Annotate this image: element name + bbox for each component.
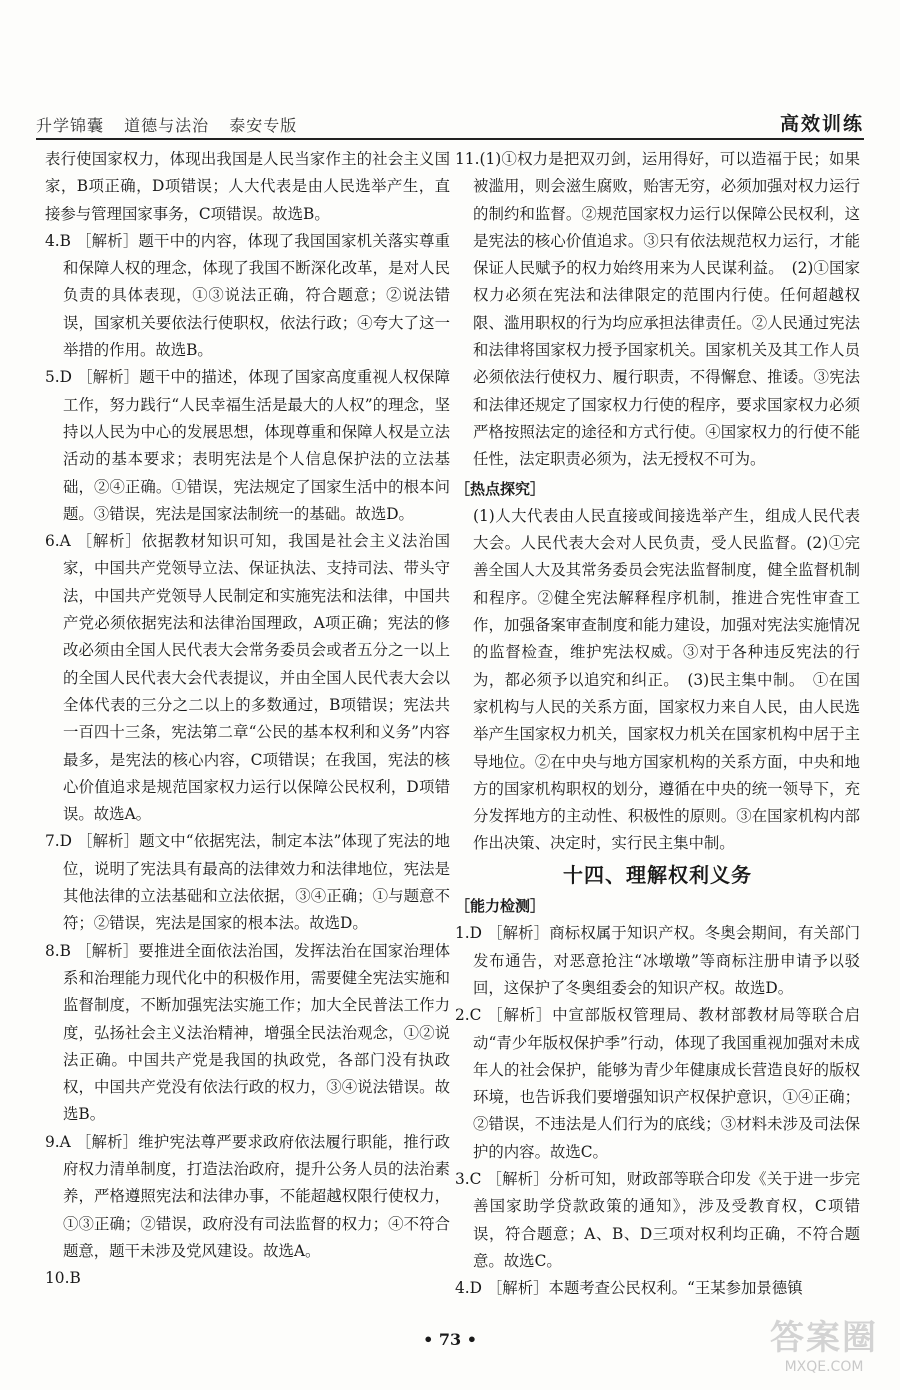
answer-item-9 <box>45 1129 450 1265</box>
answer-text: 6.A ［解析］依据教材知识可知，我国是社会主义法治国家，中国共产党领导立法、保证执法、支持司法、带头守法，中国共产党领导人民制定和实施宪法和法律，中国共产党必须依据宪法和法律治国理政，A项正确；宪法的修改必须由全国人民代表大会常务委员会或者五分之一以上的全国人民代表大会代表提议，并由全国人民代表大会以全体代表的三分之二以上的多数通过，B项错误；宪法共一百四十三条，宪法第二章“公民的基本权利和义务”内容最多，是宪法的核心内容，C项错误；在我国，宪法的核心价值追求是规范国家权力运行以保障公民权利，D项错误。故选A。 <box>45 532 450 824</box>
watermark-bottom: MXQE.COM <box>784 1359 864 1375</box>
answer-text: 1.D ［解析］商标权属于知识产权。冬奥会期间，有关部门发布通告，对恶意抢注“冰墩墩”等商标注册申请予以驳回，这保护了冬奥组委会的知识产权。故选D。 <box>455 924 860 997</box>
answer-item-4 <box>45 228 450 364</box>
answer-text: 2.C ［解析］中宣部版权管理局、教材部教材局等联合启动“青少年版权保护季”行动，体现了我国重视加强对未成年人的社会保护，能够为青少年健康成长营造良好的版权环境，也告诉我们要增强知识产权保护意识，①④正确；②错误，不违法是人们行为的底线；③材料未涉及司法保护的内容。故选C。 <box>455 1006 860 1161</box>
answer-item-14-2 <box>455 1002 860 1166</box>
edition-title: 泰安专版 <box>229 116 298 135</box>
page-header <box>36 102 864 136</box>
left-column <box>45 146 450 1292</box>
book-title: 升学锦囊 <box>36 116 105 135</box>
hot-topic-text: (1)人大代表由人民直接或间接选举产生，组成人民代表大会。人民代表大会对人民负责，受人民监督。(2)①完善全国人大及其常务委员会宪法监督制度，健全监督机制和程序。②健全宪法解释程序机制，推进合宪性审查工作，加强备案审查制度和能力建设，加强对宪法实施情况的监督检查，维护宪法权威。③对于各种违反宪法的行为，都必须予以追究和纠正。 (3)民主集中制。 ①在国家机构与人民的关系方面，国家权力来自人民，由人民选举产生国家权力机关，国家权力机关在国家机构中居于主导地位。②在中央与地方国家机构的关系方面，中央和地方的国家机构职权的划分，遵循在中央的统一领导下，充分发挥地方的主动性、积极性的原则。③在国家机构内部作出决策、决定时，实行民主集中制。 <box>473 506 860 853</box>
answer-text: 3.C ［解析］分析可知，财政部等联合印发《关于进一步完善国家助学贷款政策的通知》，涉及受教育权，C项错误，符合题意；A、B、D三项对权利均正确，不符合题意。故选C。 <box>455 1169 860 1270</box>
answer-item-7 <box>45 828 450 937</box>
hot-topic-label: ［热点探究］ <box>455 479 546 498</box>
ability-check-label: ［能力检测］ <box>455 897 546 916</box>
header-rule <box>36 138 864 140</box>
answer-text: 10.B <box>45 1269 81 1288</box>
page-number: • 73 • <box>423 1330 477 1349</box>
answer-item-6 <box>45 528 450 828</box>
watermark-logo <box>770 1318 878 1376</box>
answer-text: 4.D ［解析］本题考查公民权利。“王某参加景德镇 <box>455 1279 803 1298</box>
answer-text: 9.A ［解析］维护宪法尊严要求政府依法履行职能，推行政府权力清单制度，打造法治政府，提升公务人员的法治素养，严格遵照宪法和法律办事，不能超越权限行使权力，①③正确；②错误，政府没有司法监督的权力；④不符合题意，题干未涉及党风建设。故选A。 <box>45 1132 450 1260</box>
answer-item-14-4 <box>455 1275 860 1302</box>
answer-item-5 <box>45 364 450 528</box>
answer-text: 7.D ［解析］题文中“依据宪法，制定本法”体现了宪法的地位，说明了宪法具有最高的法律效力和法律地位，宪法是其他法律的立法基础和立法依据，③④正确；①与题意不符；②错误，宪法是国家的根本法。故选D。 <box>45 832 450 933</box>
section-title: 十四、理解权利义务 <box>563 862 752 887</box>
answer-text: 8.B ［解析］要推进全面依法治国，发挥法治在国家治理体系和治理能力现代化中的积极作用，需要健全宪法实施和监督制度，不断加强宪法实施工作；加大全民普法工作力度，弘扬社会主义法治精神，增强全民法治观念，①②说法正确。中国共产党是我国的执政党，各部门没有执政权，中国共产党没有依法行政的权力，③④说法错误。故选B。 <box>45 941 450 1124</box>
watermark-top: 答案圈 <box>770 1318 878 1358</box>
right-column <box>455 146 860 1302</box>
header-right-title: 高效训练 <box>779 113 864 135</box>
answer-item-14-1 <box>455 920 860 1002</box>
answer-item-10 <box>45 1265 450 1292</box>
subject-title: 道德与法治 <box>124 116 210 135</box>
header-left <box>36 113 311 136</box>
answer-item-11 <box>455 146 860 474</box>
answer-text: 4.B ［解析］题干中的内容，体现了我国国家机关落实尊重和保障人权的理念，体现了我国不断深化改革，是对人民负责的具体表现，①③说法正确，符合题意；②说法错误，国家机关要依法行使职权，依法行政；④夸大了这一举措的作用。故选B。 <box>45 231 450 360</box>
answer-text: 11.(1)①权力是把双刃剑，运用得好，可以造福于民；如果被滥用，则会滋生腐败，贻害无穷，必须加强对权力运行的制约和监督。②规范国家权力运行以保障公民权利，这是宪法的核心价值追求。③只有依法规范权力运行，才能保证人民赋予的权力始终用来为人民谋利益。 (2)①国家权力必须在宪法和法律限定的范围内行使。任何超越权限、滥用职权的行为均应承担法律责任。②人民通过宪法和法律将国家权力授予国家机关。国家机关及其工作人员必须依法行使权力、履行职责，不得懈怠、推诿。③宪法和法律还规定了国家权力行使的程序，要求国家权力必须严格按照法定的途径和方式行使。④国家权力的行使不能任性，法定职责必须为，法无授权不可为。 <box>455 150 860 469</box>
continuation-paragraph: 表行使国家权力，体现出我国是人民当家作主的社会主义国家，B项正确，D项错误；人大代表是由人民选举产生，直接参与管理国家事务，C项错误。故选B。 <box>45 150 450 223</box>
answer-item-14-3 <box>455 1166 860 1275</box>
answer-item-8 <box>45 938 450 1129</box>
answer-text: 5.D ［解析］题干中的描述，体现了国家高度重视人权保障工作，努力践行“人民幸福生活是最大的人权”的理念，坚持以人民为中心的发展思想，体现尊重和保障人权是立法活动的基本要求；表明宪法是个人信息保护法的立法基础，②④正确。①错误，宪法规定了国家生活中的根本问题。③错误，宪法是国家法制统一的基础。故选D。 <box>45 368 450 523</box>
